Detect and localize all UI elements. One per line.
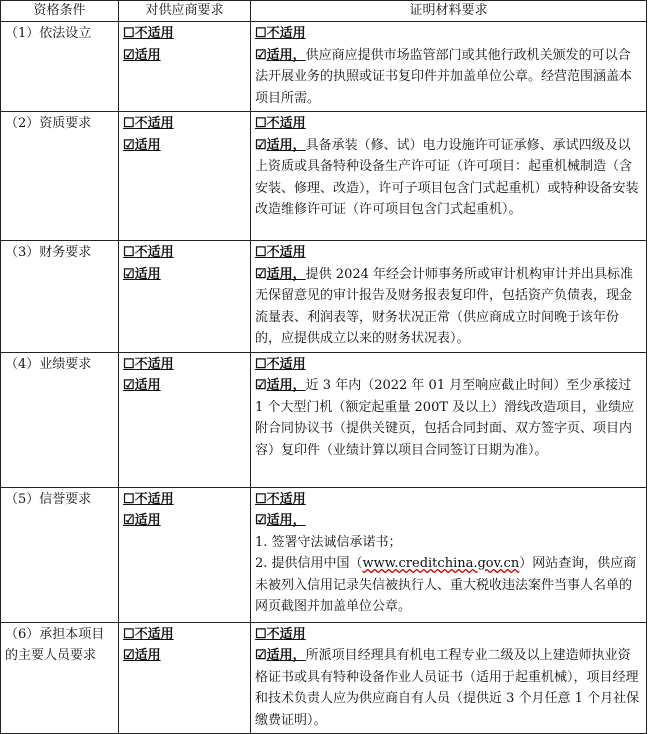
- option-label: 适用，: [266, 47, 306, 63]
- qualification-name: （3）财务要求: [1, 241, 119, 353]
- proof-item-2: [255, 553, 642, 618]
- proof-text: ）网站查询，供应商未被列入信用记录失信被执行人、重大税收违法案件当事人名单的网页截图并加盖单位公章。: [255, 556, 637, 614]
- option-not-applicable: [123, 354, 246, 376]
- table-row: [1, 622, 647, 734]
- proof-cell: [251, 352, 647, 487]
- supplier-options: [119, 241, 251, 353]
- option-label: 不适用: [134, 626, 174, 642]
- option-applicable: [123, 135, 246, 157]
- qualification-name: （4）业绩要求: [1, 352, 119, 487]
- proof-text-block: [255, 375, 642, 461]
- proof-text: 供应商应提供市场监管部门或其他行政机关颁发的可以合法开展业务的执照或证书复印件并加盖单位公章。经营范围涵盖本项目所需。: [255, 47, 633, 106]
- option-label: 适用，: [266, 513, 306, 528]
- unchecked-box-icon: ☐: [255, 26, 267, 41]
- option-label: 适用: [134, 513, 161, 528]
- option-not-applicable: [255, 23, 642, 45]
- proof-text: 所派项目经理具有机电工程专业二级及以上建造师执业资格证书或具有特种设备作业人员证书（适用于起重机械），项目经理和技术负责人应为供应商自有人员（提供近 3 个月任意 1 个月社保缴费证明）。: [255, 648, 640, 728]
- header-proof-requirement: 证明材料要求: [251, 1, 647, 22]
- qualification-name: （6）承担本项目的主要人员要求: [1, 622, 119, 734]
- option-label: 不适用: [134, 26, 174, 41]
- checked-box-icon: ☑: [255, 378, 267, 393]
- proof-cell: [251, 241, 647, 353]
- table-row: [1, 112, 647, 241]
- unchecked-box-icon: ☐: [123, 245, 135, 260]
- option-label: 不适用: [134, 116, 174, 131]
- option-applicable: [123, 375, 246, 397]
- option-label: 不适用: [266, 26, 306, 41]
- qualification-name: （2）资质要求: [1, 112, 119, 241]
- unchecked-box-icon: ☐: [255, 245, 267, 260]
- supplier-options: [119, 487, 251, 622]
- option-not-applicable: [123, 624, 246, 646]
- credit-china-link[interactable]: www.creditchina.gov.cn: [362, 556, 520, 571]
- checked-box-icon: ☑: [255, 47, 267, 63]
- header-qualification: 资格条件: [1, 1, 119, 22]
- option-not-applicable: [123, 23, 246, 45]
- option-label: 适用: [134, 266, 161, 282]
- qualification-name: （1）依法设立: [1, 22, 119, 112]
- option-not-applicable: [255, 489, 642, 511]
- checked-box-icon: ☑: [255, 513, 267, 528]
- checked-box-icon: ☑: [255, 266, 267, 282]
- table-row: [1, 241, 647, 353]
- option-applicable: [123, 264, 246, 286]
- checked-box-icon: ☑: [255, 648, 267, 663]
- option-label: 不适用: [134, 491, 174, 507]
- unchecked-box-icon: ☐: [255, 356, 267, 372]
- proof-text: 2. 提供信用中国（: [255, 556, 363, 571]
- proof-text: 具备承装（修、试）电力设施许可证承修、承试四级及以上资质或具备特种设备生产许可证（许可项目：起重机械制造（含安装、修理、改造），许可子项目包含门式起重机）或特种设备安装改造维修许可证（许可项目包含门式起重机）。: [255, 137, 639, 217]
- option-not-applicable: [123, 242, 246, 264]
- option-not-applicable: [255, 113, 642, 135]
- checked-box-icon: ☑: [123, 648, 135, 663]
- option-not-applicable: [255, 354, 642, 376]
- option-applicable: [123, 645, 246, 667]
- header-row: [1, 1, 647, 22]
- option-label: 不适用: [266, 116, 306, 131]
- table-row: [1, 352, 647, 487]
- unchecked-box-icon: ☐: [123, 116, 135, 131]
- supplier-options: [119, 352, 251, 487]
- supplier-options: [119, 622, 251, 734]
- proof-cell: [251, 112, 647, 241]
- checked-box-icon: ☑: [123, 266, 135, 282]
- option-label: 不适用: [266, 626, 306, 642]
- option-label: 不适用: [266, 356, 306, 372]
- checked-box-icon: ☑: [255, 137, 267, 153]
- option-label: 适用，: [266, 378, 306, 393]
- proof-text-block: [255, 135, 642, 221]
- unchecked-box-icon: ☐: [123, 491, 135, 507]
- unchecked-box-icon: ☐: [255, 626, 267, 642]
- table-row: [1, 487, 647, 622]
- checked-box-icon: ☑: [123, 47, 135, 63]
- qualification-name: （5）信誉要求: [1, 487, 119, 622]
- checked-box-icon: ☑: [123, 378, 135, 393]
- proof-text: 近 3 年内（2022 年 01 月至响应截止时间）至少承接过 1 个大型门机（额定起重量 200T 及以上）滑线改造项目，业绩应附合同协议书（提供关键页，包括合同封面、双方签字页、项目内容）复印件（业绩计算以项目合同签订日期为准）。: [255, 378, 635, 458]
- option-label: 适用: [134, 47, 161, 63]
- option-label: 适用，: [266, 648, 306, 663]
- option-label: 不适用: [266, 245, 306, 260]
- option-label: 适用: [134, 137, 161, 153]
- supplier-options: [119, 22, 251, 112]
- header-supplier-requirement: 对供应商要求: [119, 1, 251, 22]
- proof-text-block: [255, 510, 642, 532]
- option-label: 不适用: [134, 356, 174, 372]
- proof-cell: [251, 22, 647, 112]
- option-label: 适用，: [266, 137, 306, 153]
- option-label: 不适用: [266, 491, 306, 507]
- option-label: 适用: [134, 378, 161, 393]
- checked-box-icon: ☑: [123, 513, 135, 528]
- unchecked-box-icon: ☐: [123, 356, 135, 372]
- proof-cell: [251, 487, 647, 622]
- proof-text-block: [255, 45, 642, 110]
- unchecked-box-icon: ☐: [123, 26, 135, 41]
- proof-text-block: [255, 645, 642, 731]
- unchecked-box-icon: ☐: [123, 626, 135, 642]
- checked-box-icon: ☑: [123, 137, 135, 153]
- option-not-applicable: [123, 489, 246, 511]
- option-not-applicable: [255, 242, 642, 264]
- option-not-applicable: [255, 624, 642, 646]
- option-label: 适用: [134, 648, 161, 663]
- proof-cell: [251, 622, 647, 734]
- option-applicable: [123, 510, 246, 532]
- proof-text: 提供 2024 年经会计师事务所或审计机构审计并出具标准无保留意见的审计报告及财务报表复印件，包括资产负债表，现金流量表、利润表等，财务状况正常（供应商成立时间晚于该年份的，应提供成立以来的财务状况表）。: [255, 266, 634, 346]
- proof-text-block: [255, 264, 642, 350]
- table-row: [1, 22, 647, 112]
- unchecked-box-icon: ☐: [255, 491, 267, 507]
- unchecked-box-icon: ☐: [255, 116, 267, 131]
- supplier-options: [119, 112, 251, 241]
- proof-item-1: 1. 签署守法诚信承诺书；: [255, 534, 402, 550]
- option-not-applicable: [123, 113, 246, 135]
- option-label: 不适用: [134, 245, 174, 260]
- option-label: 适用，: [266, 266, 306, 282]
- option-applicable: [123, 45, 246, 67]
